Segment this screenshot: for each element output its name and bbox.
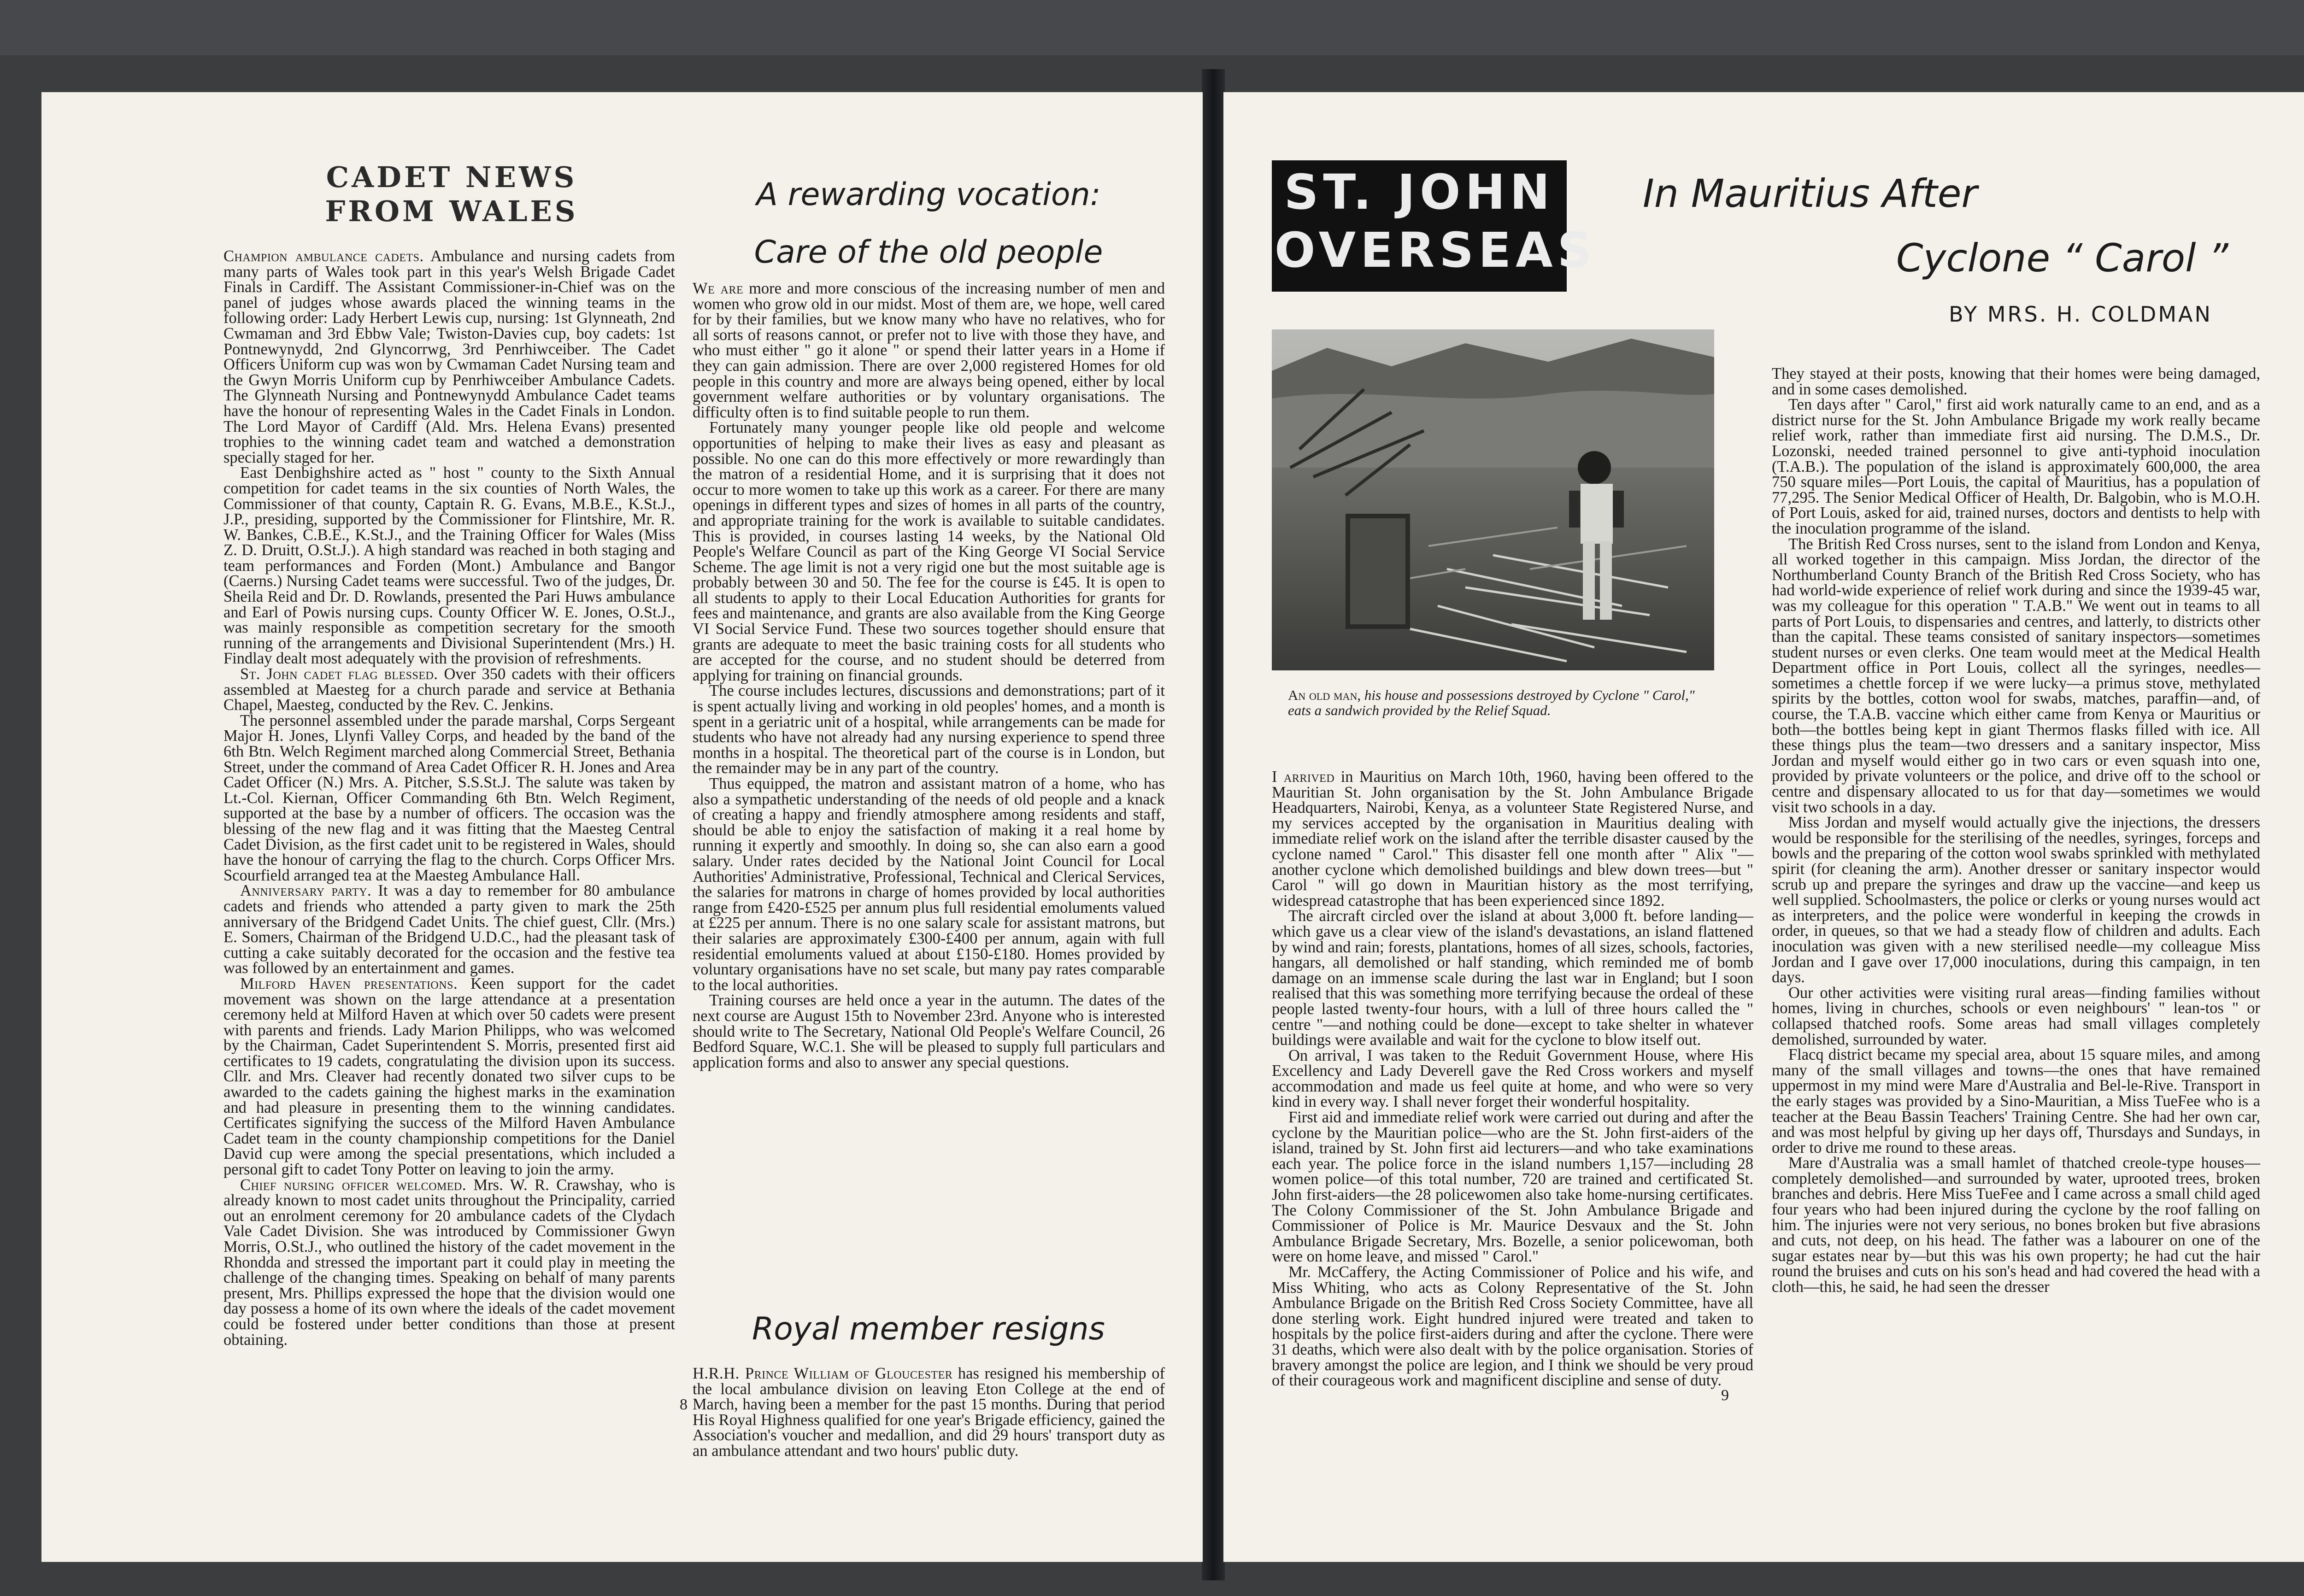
paragraph — [1272, 1265, 1753, 1389]
paragraph-text: The aircraft circled over the island at about 3,000 ft. before landing—which gave us a clear view of the island's devastations, an island flattened by wind and rain; forests, plantations, homes of all sizes, schools, factories, hangars, all demolished or half standing, which reminded me of bomb damage on an immense scale during the last war in England; but I soon realised that this was something more terrifying because the ordeal of these people lasted twenty-four hours, with a lull of three hours called the " centre "—and nothing could be done—except to take shelter in whatever buildings were available and wait for the cyclone to blow itself out. — [1272, 907, 1753, 1049]
page-number-8: 8 — [680, 1396, 688, 1413]
paragraph-text: in Mauritius on March 10th, 1960, having been offered to the Mauritian St. John organisation by the St. John Ambulance Brigade Headquarters, Nairobi, Kenya, as a volunteer State Registered Nurse, and my services accepted by the organisation in Mauritius dealing with immediate relief work on the island after the terrible disaster caused by the cyclone named " Carol." This disaster fell one month after " Alix "—another cyclone which demolished buildings and blew down trees—but " Carol " will go down in Mauritian history as the most terrifying, widespread catastrophe that has been experienced since 1892. — [1272, 768, 1753, 909]
paragraph-text: Ambulance and nursing cadets from many parts of Wales took part in this year's Welsh Brigade Cadet Finals in Cardiff. The Assistant Commissioner-in-Chief was on the panel of judges whose awards placed the winning teams in the following order: Lady Herbert Lewis cup, nursing: 1st Glynneath, 2nd Cwmaman and 3rd Ebbw Vale; Twiston-Davies cup, boy cadets: 1st Pontnewynydd, 2nd Glyncorrwg, 3rd Penrhiwceiber. The Cadet Officers Uniform cup was won by Cwmaman Cadet Nursing team and the Gwyn Morris Uniform cup by Penrhiwceiber Ambulance Cadets. The Glynneath Nursing and Pontnewynydd Ambulance Cadet teams have the honour of representing Wales in the Cadet Finals in London. The Lord Mayor of Cardiff (Ald. Mrs. Helena Evans) presented trophies to the winning cadet team and watched a demonstration specially staged for her. — [223, 247, 675, 466]
paragraph — [693, 776, 1165, 993]
paragraph-text: Our other activities were visiting rural areas—finding families without homes, living in churches, schools or even neighbours' " lean-tos " or collapsed thatched roofs. Some areas had small villages completely demolished, surrounded by water. — [1772, 984, 2260, 1048]
paragraph-text: The British Red Cross nurses, sent to the island from London and Kenya, all worked together in this campaign. Miss Jordan, the director of the Northumberland County Branch of the British Red Cross Society, who has had world-wide experience of relief work during and since the 1939-45 war, was my colleague for this operation " T.A.B." We went out in teams to all parts of Port Louis, to dispensaries and centres, and latterly, to districts other than the capital. These teams consisted of sanitary inspectors—sometimes student nurses or even clerks. One team would meet at the Medical Health Department office in Port Louis, collect all the syringes, needles—sometimes a chettle forcep if we were lucky—a primus stove, methylated spirits by the bottles, cotton wool for swabs, matches, paraffin—and, of course, the T.A.B. vaccine which either came from Kenya or Mauritius or both—the bottles being kept in giant Thermos flasks filled with ice. All these things plus the team—two dressers and a sanitary inspector, Miss Jordan and myself would either go in two cars or even squash into one, provided by private volunteers or the police, and drive off to the school or centre and dispensary allocated to us for that day—sometimes we would visit two schools in a day. — [1772, 535, 2260, 816]
paragraph-lead-in: H.R.H. Prince William of Gloucester — [693, 1365, 953, 1382]
paragraph-lead-in: Anniversary party. — [240, 882, 372, 900]
paragraph — [1272, 1048, 1753, 1110]
paragraph — [1772, 366, 2260, 397]
paragraph-text: On arrival, I was taken to the Reduit Government House, where His Excellency and Lady Deverell gave the Red Cross workers and myself accommodation and made us feel quite at home, and who were so very kind in every way. I shall never forget their wonderful hospitality. — [1272, 1046, 1753, 1111]
paragraph — [1772, 986, 2260, 1047]
paragraph — [223, 713, 675, 884]
paragraph — [223, 249, 675, 465]
paragraph-text: Mare d'Australia was a small hamlet of thatched creole-type houses—completely demolished—and surrounded by water, uprooted trees, broken branches and debris. Here Miss TueFee and I came across a small child aged four years who had been injured during the cyclone by the roof falling on him. The injuries were not very serious, no bones broken but five abrasions and cuts, not deep, on his head. The father was a labourer on one of the sugar estates near by—but this was his own property; he had cut the hair round the bruises and cuts on his son's head and had covered the head with a cloth—this, he said, he had seen the dresser — [1772, 1154, 2260, 1296]
scanner-top-strip — [0, 0, 2304, 55]
paragraph — [693, 420, 1165, 683]
paragraph-text: Mr. McCaffery, the Acting Commissioner of Police and his wife, and Miss Whiting, who acts as Colony Representative of the St. John Ambulance Brigade on the British Red Cross Society Committee, have all done sterling work. Eight hundred injured were treated and taken to hospitals by the police first-aiders during and after the cyclone. There were 31 deaths, which were also dealt with by the police organisation. Stories of bravery amongst the police are legion, and I think we should be very proud of their courageous work and magnificent discipline and sense of duty. — [1272, 1263, 1753, 1390]
paragraph-text: Over 350 cadets with their officers assembled at Maesteg for a church parade and service at Bethania Chapel, Maesteg, conducted by the Rev. C. Jenkins. — [223, 665, 675, 714]
photo-caption: An old man, his house and possessions destroyed by Cyclone " Carol," eats a sandwich provided by the Relief Squad. — [1288, 687, 1695, 718]
paragraph-text: Keen support for the cadet movement was shown on the large attendance at a presentation ceremony held at Milford Haven at which over 50 cadets were present with parents and friends. Lady Marion Philipps, who was welcomed by the Chairman, Cadet Superintendent S. Morris, presented first aid certificates to 19 cadets, congratulating the division upon its success. Cllr. and Mrs. Cleaver had recently donated two silver cups to be awarded to the cadets gaining the highest marks in the examination and had pleasure in presenting them to the winning candidates. Certificates signifying the success of the Milford Haven Ambulance Cadet team in the county championship competitions for the Daniel David cup were among the special presentations, which included a personal gift to cadet Tony Potter on leaving to join the army. — [223, 974, 675, 1179]
cadet-news-column — [223, 249, 675, 1348]
paragraph — [223, 976, 675, 1178]
paragraph-text: The personnel assembled under the parade marshal, Corps Sergeant Major H. Jones, Llynfi Valley Corps, and headed by the band of the 6th Btn. Welch Regiment marched along Commercial Street, Bethania Street, under the command of Area Cadet Officer R. H. Jones and Area Cadet Officer (N.) Mrs. A. Pitcher, S.S.St.J. The salute was taken by Lt.-Col. Kiernan, Officer Commanding 6th Btn. Welch Regiment, supported at the base by a number of officers. The occasion was the blessing of the new flag and it was fitting that the Maesteg Central Cadet Division, as the first cadet unit to be registered in Wales, should have the honour of carrying the flag to the church. Corps Officer Mrs. Scourfield arranged tea at the Maesteg Ambulance Hall. — [223, 711, 675, 884]
paragraph-text: It was a day to remember for 80 ambulance cadets and friends who attended a party given to mark the 25th anniversary of the Bridgend Cadet Units. The chief guest, Cllr. (Mrs.) E. Somers, Chairman of the Bridgend U.D.C., had the pleasant task of cutting a cake suitably decorated for the occasion and the festive tea was followed by an entertainment and games. — [223, 882, 675, 977]
paragraph-lead-in: St. John cadet flag blessed. — [240, 665, 438, 683]
paragraph-lead-in: I arrived — [1272, 768, 1335, 786]
paragraph-text: Miss Jordan and myself would actually give the injections, the dressers would be responsible for the sterilising of the needles, syringes, forceps and bowls and the preparing of the cotton wool swabs sprinkled with methylated spirit (for cleaning the arm). Another dresser or sanitary inspector would scrub up and prepare the syringes and draw up the vaccine—and keep us well supplied. Schoolmasters, the police or clerks or young nurses would act as interpreters, and the police were wonderful in keeping the crowds in order, in queues, so that we had a steady flow of children and adults. Each inoculation was given with a new sterilised needle—my colleague Miss Jordan and I gave over 17,000 inoculations, during this campaign, in ten days. — [1772, 814, 2260, 986]
paragraph-text: East Denbighshire acted as " host " county to the Sixth Annual competition for cadet teams in the six counties of North Wales, the Commissioner of that county, Captain R. G. Evans, M.B.E., K.St.J., J.P., presiding, supported by the Commissioner for Flintshire, Mr. R. W. Bankes, C.B.E., K.St.J., and the Training Officer for Wales (Miss Z. D. Druitt, O.St.J.). A high standard was reached in both staging and team performances and Forden (Mont.) Ambulance and Bangor (Caerns.) Nursing Cadet teams were successful. Two of the judges, Dr. Sheila Reid and Dr. D. Rowlands, presented the Pari Huws ambulance and Earl of Powis nursing cups. County Officer W. E. Jones, O.St.J., was mainly responsible as competition secretary for the smooth running of the arrangements and Divisional Superintendent (Mrs.) H. Findlay dealt most adequately with the provision of refreshments. — [223, 464, 675, 668]
paragraph-text: Flacq district became my special area, about 15 square miles, and among many of the small villages and towns—the ones that have remained uppermost in my mind were Mare d'Australia and Bel-le-Rive. Transport in the early stages was provided by a Sino-Mauritian, a Miss TueFee who is a teacher at the Beau Bassin Teachers' Training Centre. She had her own car, and was most helpful by giving up her days off, Thursdays and Sundays, in order to drive me round to these areas. — [1772, 1046, 2260, 1156]
rewarding-vocation-column — [693, 281, 1165, 1070]
page-number-9: 9 — [1721, 1387, 1729, 1404]
rewarding-vocation-title: A rewarding vocation: Care of the old people — [754, 176, 1103, 270]
paragraph — [693, 683, 1165, 776]
paragraph — [1772, 815, 2260, 986]
paragraph — [223, 1178, 675, 1348]
cyclone-damage-photo — [1272, 329, 1714, 670]
paragraph — [693, 281, 1165, 420]
binding-gutter — [1202, 69, 1225, 1580]
paragraph-text: more and more conscious of the increasing number of men and women who grow old in our midst. Most of them are, we hope, well cared for by their families, but we know many who have no relatives, who for all sorts of reasons cannot, or prefer not to live with those they have, and who must either " go it alone " or spend their latter years in a Home if they can gain admission. There are over 2,000 registered Homes for old people in this country and more are always being opened, either by local government welfare authorities or by voluntary organisations. The difficulty often is to find suitable people to run them. — [693, 280, 1165, 421]
paragraph — [1272, 1110, 1753, 1265]
paragraph-text: They stayed at their posts, knowing that their homes were being damaged, and in some cases demolished. — [1772, 365, 2260, 398]
paragraph-text: The course includes lectures, discussions and demonstrations; part of it is spent actually living and working in old peoples' homes, and a month is spent in a geriatric unit of a hospital, while arrangements can be made for students who have not already had any nursing experience to spend three months in a hospital. The theoretical part of the course is in London, but the remainder may be in any part of the country. — [693, 682, 1165, 777]
paragraph-text: Ten days after " Carol," first aid work naturally came to an end, and as a district nurse for the St. John Ambulance Brigade my work really became relief work, rather than immediate first aid nursing. The D.M.S., Dr. Lozonski, needed trained personnel to give anti-typhoid inoculation (T.A.B.). The population of the island is approximately 600,000, the area 750 square miles—Port Louis, the capital of Mauritius, has a population of 77,295. The Senior Medical Officer of Health, Dr. Balgobin, who is M.O.H. of Port Louis, asked for aid, trained nurses, doctors and dentists to help with the inoculation programme of the island. — [1772, 396, 2260, 537]
paragraph-text: Mrs. W. R. Crawshay, who is already known to most cadet units throughout the Principality, carried out an enrolment ceremony for 20 ambulance cadets of the Clydach Vale Cadet Division. She was introduced by Commissioner Gwyn Morris, O.St.J., who outlined the history of the cadet movement in the Rhondda and stressed the important part it could play in meeting the challenge of the changing times. Speaking on behalf of many parents present, Mrs. Phillips expressed the hope that the division would one day possess a home of its own where the ideals of the cadet movement could be fostered under better conditions than those at present obtaining. — [223, 1176, 676, 1349]
article-byline: BY MRS. H. COLDMAN — [1949, 302, 2212, 327]
paragraph — [223, 883, 675, 976]
paragraph — [1772, 1156, 2260, 1295]
paragraph — [1272, 769, 1753, 909]
paragraph — [693, 993, 1165, 1070]
paragraph-text: First aid and immediate relief work were carried out during and after the cyclone by the Mauritian police—who are the St. John first-aiders of the island, trained by St. John first aid lecturers—and who take examinations each year. The police force in the island numbers 1,157—including 28 women police—of this total number, 720 are trained and certificated St. John first-aiders—the 28 policewomen also take home-nursing certificates. The Colony Commissioner of the St. John Ambulance Brigade and Commissioner of Police is Mr. Maurice Desvaux and the St. John Ambulance Brigade Secretary, Mrs. Bozelle, a senior policewoman, both were on home leave, and missed " Carol." — [1272, 1109, 1753, 1266]
paragraph — [1272, 909, 1753, 1048]
paragraph — [223, 667, 675, 713]
left-page — [41, 92, 1203, 1562]
paragraph — [1772, 537, 2260, 816]
paragraph-text: Thus equipped, the matron and assistant matron of a home, who has also a sympathetic understanding of the needs of old people and a knack of creating a happy and friendly atmosphere among residents and staff, should be able to enjoy the satisfaction of making it a real home by running it expertly and smoothly. In doing so, she can also earn a good salary. Under rates decided by the National Joint Council for Local Authorities' Administrative, Professional, Technical and Clerical Services, the salaries for matrons in charge of homes provided by local authorities range from £420-£525 per annum plus full residential emoluments valued at £225 per annum. There is no one salary scale for assistant matrons, but their salaries are approximately £300-£400 per annum, again with full residential emoluments valued at about £150-£180. Homes provided by voluntary organisations have no set scale, but many pay rates comparable to the local authorities. — [693, 775, 1165, 994]
paragraph — [1772, 397, 2260, 536]
paragraph-lead-in: Milford Haven presentations. — [240, 974, 458, 992]
mauritius-column-1 — [1272, 769, 1753, 1389]
mauritius-article-title: In Mauritius After Cyclone “ Carol ” — [1643, 171, 2228, 281]
paragraph — [223, 465, 675, 667]
right-page — [1223, 92, 2304, 1562]
paragraph-text: has resigned his membership of the local ambulance division on leaving Eton College at the end of March, having been a member for the past 15 months. During that period His Royal Highness qualified for one year's Brigade efficiency, gained the Association's voucher and medallion, and did 29 hours' transport duty as an ambulance attendant and two hours' public duty. — [693, 1365, 1165, 1460]
cadet-news-title: CADET NEWS FROM WALES — [325, 160, 578, 228]
paragraph — [1772, 1047, 2260, 1156]
paragraph-lead-in: We are — [693, 280, 744, 297]
paragraph-lead-in: Chief nursing officer welcomed. — [240, 1176, 466, 1194]
st-john-overseas-label: ST. JOHN OVERSEAS — [1272, 160, 1567, 292]
paragraph — [693, 1366, 1165, 1459]
paragraph-text: Training courses are held once a year in the autumn. The dates of the next course are August 15th to November 23rd. Anyone who is interested should write to The Secretary, National Old People's Welfare Council, 26 Bedford Square, W.C.1. She will be pleased to supply full particulars and application forms and also to answer any special questions. — [693, 992, 1165, 1071]
mauritius-column-2 — [1772, 366, 2260, 1295]
paragraph-lead-in: Champion ambulance cadets. — [223, 247, 424, 265]
royal-member-title: Royal member resigns — [752, 1311, 1105, 1347]
paragraph-text: Fortunately many younger people like old people and welcome opportunities of helping to make their lives as easy and pleasant as possible. No one can do this more effectively or more rewardingly than the matron of a residential Home, and it is surprising that it does not occur to more women to take up this work as a career. For there are many openings in different types and sizes of homes in all parts of the country, and appropriate training for the work is available to suitable candidates. This is provided, in courses lasting 14 weeks, by the National Old People's Welfare Council as part of the King George VI Social Service Scheme. The age limit is not a very rigid one but the most suitable age is probably between 30 and 50. The fee for the course is £45. It is open to all students to apply to their Local Education Authorities for grants for fees and maintenance, and grants are also available from the King George VI Social Service Fund. These two sources together should ensure that grants are adequate to meet the basic training costs for all students who are accepted for the course, and no student should be deterred from applying for training on financial grounds. — [693, 419, 1165, 684]
royal-member-column — [693, 1366, 1165, 1459]
